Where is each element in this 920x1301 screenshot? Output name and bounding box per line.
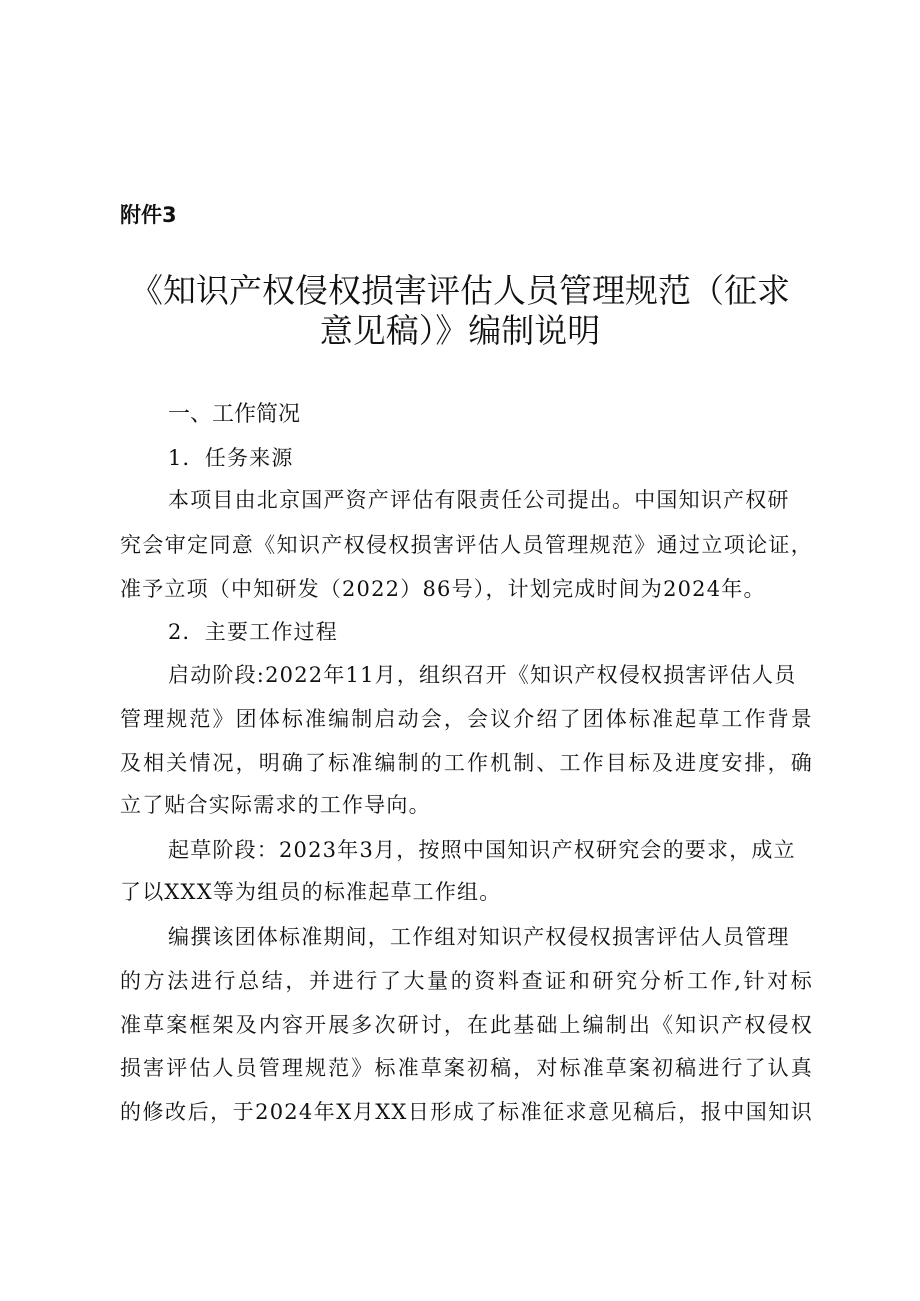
paragraph-line: 立了贴合实际需求的工作导向。 — [120, 793, 431, 817]
paragraph-line: 编撰该团体标准期间，工作组对知识产权侵权损害评估人员管理 — [168, 925, 790, 949]
document-title-line-1: 《知识产权侵权损害评估人员管理规范（征求 — [130, 271, 790, 310]
paragraph-line: 本项目由北京国严资产评估有限责任公司提出。中国知识产权研 — [168, 488, 790, 512]
paragraph-line: 准草案框架及内容开展多次研讨，在此基础上编制出《知识产权侵权 — [120, 1013, 813, 1037]
paragraph-line: 了以XXX等为组员的标准起草工作组。 — [120, 880, 502, 904]
attachment-label: 附件3 — [120, 203, 177, 227]
document-title-line-2: 意见稿）》编制说明 — [319, 311, 601, 350]
paragraph-line: 准予立项（中知研发（2022）86号），计划完成时间为2024年。 — [120, 577, 766, 601]
paragraph-line: 及相关情况，明确了标准编制的工作机制、工作目标及进度安排，确 — [120, 751, 813, 775]
paragraph-line: 损害评估人员管理规范》标准草案初稿，对标准草案初稿进行了认真 — [120, 1056, 813, 1080]
section-heading-work-overview: 一、工作简况 — [168, 402, 301, 427]
paragraph-line: 的修改后，于2024年X月XX日形成了标准征求意见稿后，报中国知识 — [120, 1100, 813, 1124]
paragraph-line: 起草阶段：2023年3月，按照中国知识产权研究会的要求，成立 — [168, 838, 796, 862]
paragraph-line: 管理规范》团体标准编制启动会，会议介绍了团体标准起草工作背景 — [120, 707, 813, 731]
subheading-task-source: 1．任务来源 — [168, 446, 294, 470]
paragraph-line: 的方法进行总结，并进行了大量的资料查证和研究分析工作,针对标 — [120, 969, 813, 993]
paragraph-line: 究会审定同意《知识产权侵权损害评估人员管理规范》通过立项论证， — [120, 533, 813, 557]
subheading-main-work-process: 2．主要工作过程 — [168, 620, 338, 644]
paragraph-line: 启动阶段:2022年11月，组织召开《知识产权侵权损害评估人员 — [168, 663, 797, 687]
